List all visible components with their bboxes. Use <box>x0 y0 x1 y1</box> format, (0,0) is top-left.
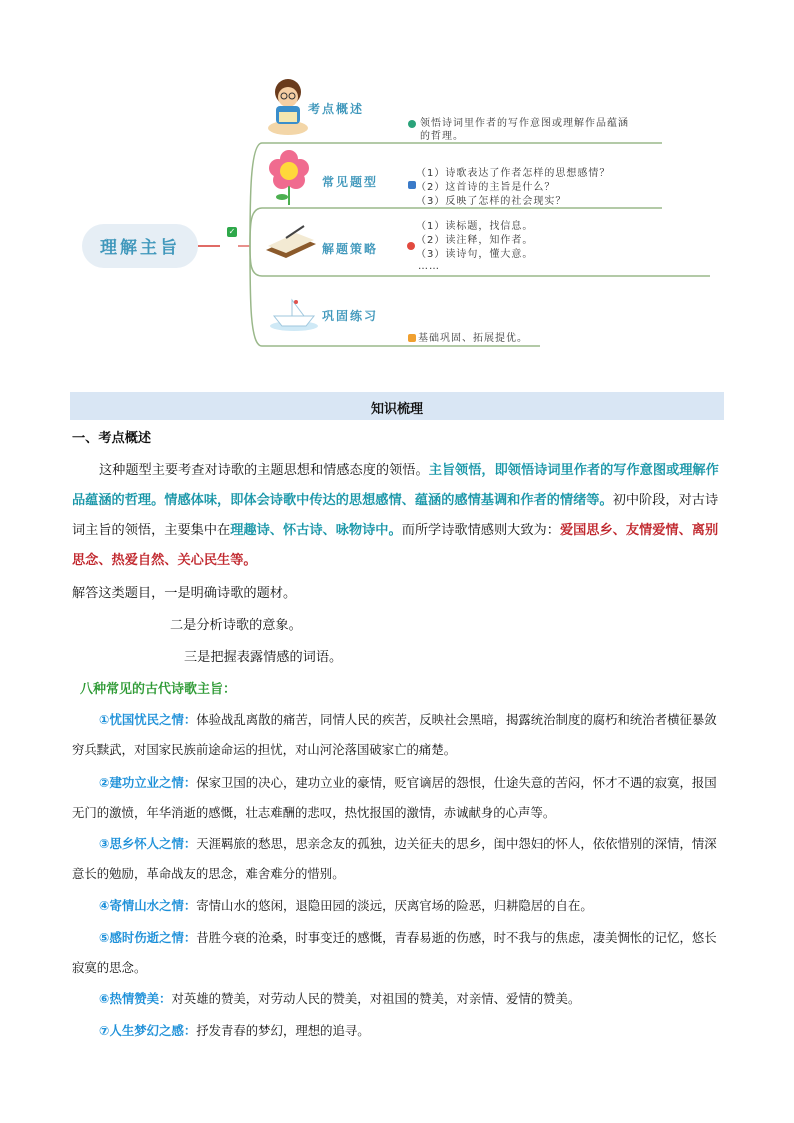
leaf-types-line1: （1）诗歌表达了作者怎样的思想感情？ <box>416 168 611 179</box>
paragraph-emotion-lead: 而所学诗歌情感则大致为： <box>401 523 560 538</box>
theme-label: ②建功立业之情： <box>99 775 197 790</box>
branch-title-overview: 考点概述 <box>308 102 365 116</box>
theme-text: 抒发青春的梦幻，理想的追寻。 <box>196 1023 370 1038</box>
theme-item <box>72 923 724 983</box>
theme-item <box>72 891 724 921</box>
dot-icon <box>408 120 416 128</box>
square-icon <box>408 334 416 342</box>
leaf-types-line3: （3）反映了怎样的社会现实？ <box>416 196 567 207</box>
root-label: 理解主旨 <box>100 238 180 258</box>
paragraph-definition: 主旨领悟，即领悟诗词里作者的写作意图或理解作品蕴涵的哲理。情感体味，即体会诗歌中传达的思想感情、蕴涵的感情基调和作者的情绪等。 <box>72 463 719 508</box>
leaf-strategy-line1: （1）读标题，找信息。 <box>416 221 534 232</box>
theme-label: ①忧国忧民之情： <box>99 712 197 727</box>
student-reading-icon <box>268 79 308 135</box>
person-icon <box>408 181 416 189</box>
theme-text: 体验战乱离散的痛苦，同情人民的疾苦，反映社会黑暗，揭露统治制度的腐朽和统治者横征暴敛穷兵黩武，对国家民族前途命运的担忧，对山河沦落国破家亡的痛楚。 <box>72 712 717 757</box>
section-title: 知识梳理 <box>370 402 423 417</box>
answer-step-3: 三是把握表露情感的词语。 <box>184 650 343 665</box>
theme-text: 寄情山水的悠闲，退隐田园的淡远，厌离官场的险恶，归耕隐居的自在。 <box>196 898 593 913</box>
theme-label: ④寄情山水之情： <box>99 898 197 913</box>
leaf-strategy-line3: （3）读诗句，懂大意。 <box>416 249 534 260</box>
theme-text: 保家卫国的决心，建功立业的豪情，贬官谪居的怨恨，仕途失意的苦闷，怀才不遇的寂寞，报国无门的激愤，年华消逝的感慨，壮志难酬的悲叹，热忱报国的激情，赤诚献身的心声等。 <box>72 775 717 820</box>
flower-icon <box>269 150 309 205</box>
theme-label: ⑤感时伤逝之情： <box>99 930 197 945</box>
theme-item <box>72 829 724 889</box>
answer-step-2: 二是分析诗歌的意象。 <box>170 618 302 633</box>
leaf-strategy-line2: （2）读注释，知作者。 <box>416 235 534 246</box>
theme-label: ⑦人生梦幻之感： <box>99 1023 197 1038</box>
theme-label: ③思乡怀人之情： <box>99 836 197 851</box>
part1-heading: 一、考点概述 <box>72 431 152 446</box>
paragraph-focus-types: 理趣诗、怀古诗、咏物诗中。 <box>230 523 402 538</box>
theme-item <box>72 705 724 765</box>
answer-step-1: 解答这类题目，一是明确诗歌的题材。 <box>72 586 297 601</box>
branch-title-strategy: 解题策略 <box>322 242 379 256</box>
themes-heading: 八种常见的古代诗歌主旨： <box>80 682 237 697</box>
theme-text: 对英雄的赞美，对劳动人民的赞美，对祖国的赞美，对亲情、爱情的赞美。 <box>171 991 581 1006</box>
theme-text: 天涯羁旅的愁思，思亲念友的孤独，边关征夫的思乡，闺中怨妇的怀人，依依惜别的深情，情深意长的勉励，革命战友的思念，难舍难分的惜别。 <box>72 836 717 881</box>
book-pen-icon <box>266 226 316 258</box>
star-icon <box>407 242 415 250</box>
theme-item <box>72 768 724 828</box>
leaf-overview-line2: 的哲理。 <box>420 131 464 142</box>
check-icon: ✓ <box>228 227 236 236</box>
mind-map <box>0 0 794 380</box>
paragraph-focus-lead: 初中阶段，对古诗词主旨的领悟，主要集中在 <box>72 493 719 538</box>
section-header-bar <box>70 392 724 420</box>
theme-label: ⑥热情赞美： <box>99 991 172 1006</box>
paper-boat-icon <box>270 300 318 331</box>
branch-title-practice: 巩固练习 <box>322 309 379 323</box>
paragraph-emotion-list: 爱国思乡、友情爱情、离别思念、热爱自然、关心民生等。 <box>72 523 719 568</box>
leaf-overview-line1: 领悟诗词里作者的写作意图或理解作品蕴涵 <box>420 118 629 129</box>
mind-map-lines <box>0 0 794 380</box>
part1-paragraph <box>72 456 724 576</box>
theme-item <box>72 984 724 1014</box>
paragraph-intro: 这种题型主要考查对诗歌的主题思想和情感态度的领悟。 <box>99 463 429 478</box>
theme-text: 昔胜今衰的沧桑，时事变迁的感慨，青春易逝的伤感，时不我与的焦虑，凄美惆怅的记忆，悠长寂寞的思念。 <box>72 930 717 975</box>
leaf-strategy-line4: …… <box>418 261 440 272</box>
leaf-practice-line1: 基础巩固、拓展提优。 <box>418 333 528 344</box>
leaf-types-line2: （2）这首诗的主旨是什么？ <box>416 182 556 193</box>
branch-title-question-types: 常见题型 <box>322 175 379 189</box>
theme-item <box>72 1016 724 1046</box>
